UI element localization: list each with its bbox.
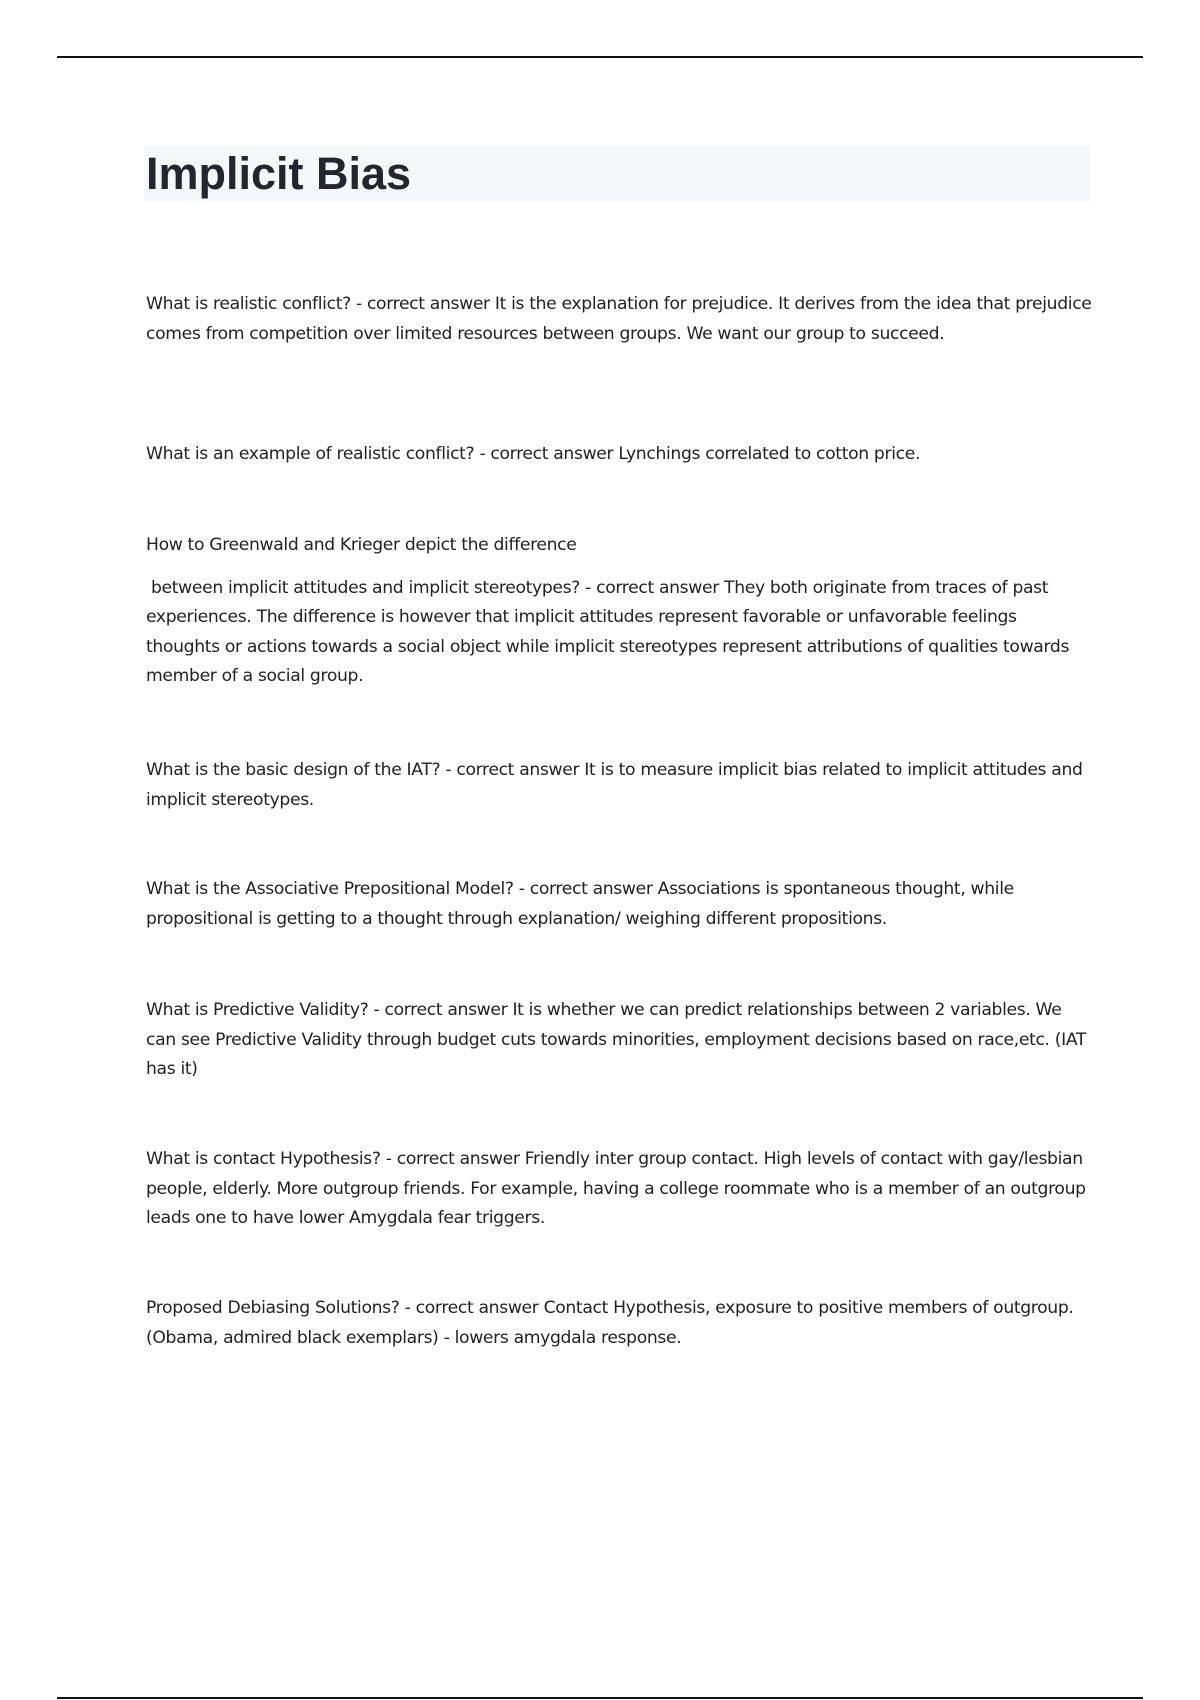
qa-text: What is an example of realistic conflict? - correct answer Lynchings correlated to cotton price. (146, 444, 921, 464)
qa-text: What is the basic design of the IAT? - correct answer It is to measure implicit bias related to implicit attitudes and implicit stereotypes. (146, 760, 1083, 810)
qa-text: What is the Associative Prepositional Model? - correct answer Associations is spontaneous thought, while propositional is getting to a thought through explanation/ weighing different propositions. (146, 879, 1014, 929)
bottom-divider (57, 1697, 1143, 1699)
document-title: Implicit Bias (146, 148, 412, 199)
qa-entry-associative-model (146, 875, 1092, 934)
top-divider (57, 56, 1143, 58)
qa-question-lead: How to Greenwald and Krieger depict the difference (146, 535, 577, 555)
qa-text: between implicit attitudes and implicit stereotypes? - correct answer They both originate from traces of past experiences. The difference is however that implicit attitudes represent favorable or unfavorable feelings thoughts or actions towards a social object while implicit stereotypes represent attributions of qualities towards member of a social group. (146, 577, 1070, 686)
qa-text: Proposed Debiasing Solutions? - correct answer Contact Hypothesis, exposure to positive members of outgroup. (Obama, admired black exemplars) - lowers amygdala response. (146, 1298, 1074, 1348)
qa-entry-greenwald-krieger (146, 531, 1092, 692)
qa-entry-iat-design (146, 756, 1092, 815)
qa-entry-debiasing-solutions (146, 1294, 1092, 1353)
qa-entry-predictive-validity (146, 996, 1092, 1085)
qa-entry-realistic-conflict-example (146, 440, 1092, 470)
qa-text: What is contact Hypothesis? - correct answer Friendly inter group contact. High levels of contact with gay/lesbian people, elderly. More outgroup friends. For example, having a college roommate who is a member of an outgroup leads one to have lower Amygdala fear triggers. (146, 1149, 1086, 1228)
qa-entry-realistic-conflict (146, 290, 1092, 349)
qa-text: What is Predictive Validity? - correct answer It is whether we can predict relationships between 2 variables. We can see Predictive Validity through budget cuts towards minorities, employment decisions based on race,etc. (IAT has it) (146, 1000, 1087, 1079)
qa-text: What is realistic conflict? - correct answer It is the explanation for prejudice. It derives from the idea that prejudice comes from competition over limited resources between groups. We want our group to succeed. (146, 294, 1092, 344)
qa-entry-contact-hypothesis (146, 1145, 1092, 1234)
